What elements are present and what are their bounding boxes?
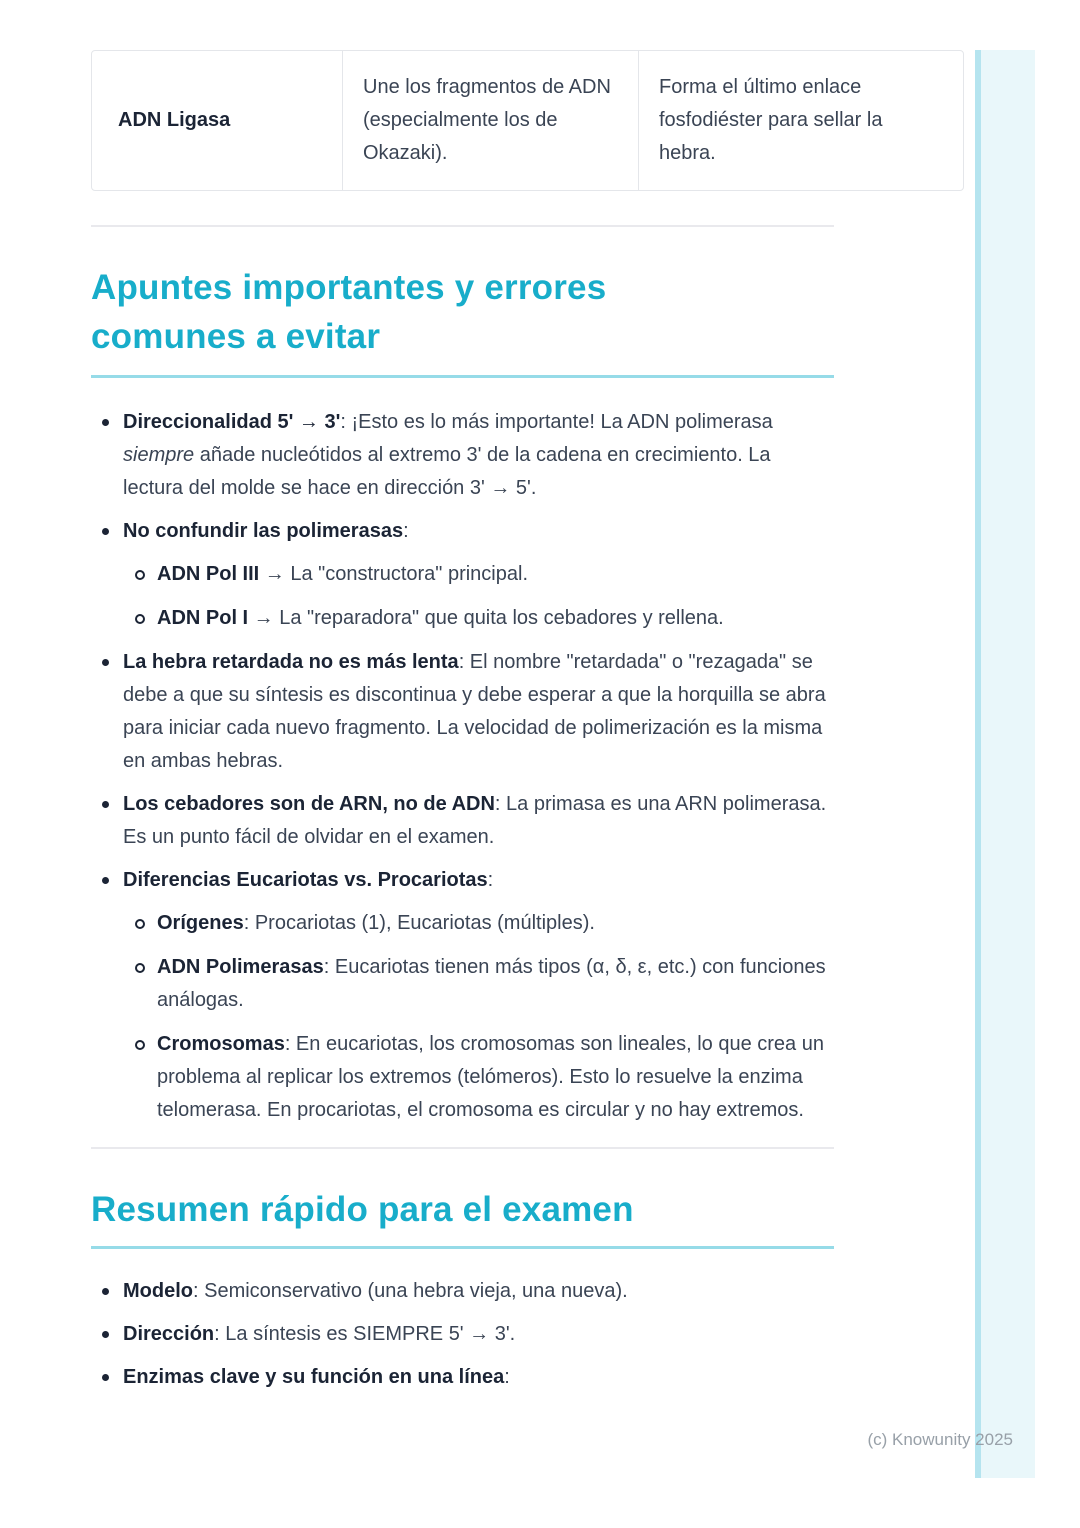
item-text: : Procariotas (1), Eucariotas (múltiples). <box>243 912 595 934</box>
item-text: : En eucariotas, los cromosomas son lineales, lo que crea un problema al replicar los extremos (telómeros). Esto lo resuelve la enzima telomerasa. En procariotas, el cromosoma es circular y no hay extremos. <box>157 1033 824 1121</box>
enzyme-name-cell: ADN Ligasa <box>118 109 231 131</box>
item-text: : Eucariotas tienen más tipos (α, δ, ε, etc.) con funciones análogas. <box>157 956 826 1011</box>
item-text: : <box>504 1366 510 1388</box>
item-text: : La primasa es una ARN polimerasa. Es un punto fácil de olvidar en el examen. <box>123 793 827 848</box>
bullet-item <box>91 864 834 897</box>
section-title-resumen <box>91 1185 834 1234</box>
apuntes-bullet-list <box>91 406 834 1127</box>
item-lead-text: Diferencias Eucariotas vs. Procariotas <box>123 869 488 891</box>
sub-bullet-item <box>91 907 834 940</box>
section-divider <box>91 225 834 227</box>
item-text: → La "constructora" principal. <box>259 563 528 585</box>
item-text: : <box>487 869 494 891</box>
item-lead-text: No confundir las polimerasas <box>123 520 404 542</box>
sub-bullet-item <box>91 558 834 591</box>
page-content <box>91 0 883 1404</box>
item-lead-text: Enzimas clave y su función en una línea <box>123 1366 505 1388</box>
bullet-item <box>91 406 834 505</box>
bullet-item <box>91 1275 834 1308</box>
section-divider <box>91 1147 834 1149</box>
section-title-line2: comunes a evitar <box>91 317 381 356</box>
bullet-item <box>91 1318 834 1351</box>
item-text: : <box>403 520 409 542</box>
item-text: : ¡Esto es lo más importante! La ADN polimerasa <box>340 411 773 433</box>
item-text: → La "reparadora" que quita los cebadores y rellena. <box>248 607 724 629</box>
resumen-bullet-list <box>91 1275 834 1394</box>
item-text: : El nombre "retardada" o "rezagada" se debe a que su síntesis es discontinua y debe esperar a que la horquilla se abra para iniciar cada nuevo fragmento. La velocidad de polimerización es la misma en ambas hebras. <box>123 651 826 772</box>
page-edge-stripe <box>975 50 1035 1478</box>
bullet-item <box>91 515 834 548</box>
item-lead-text: Dirección <box>123 1323 215 1345</box>
item-lead-text: ADN Pol III <box>157 563 260 585</box>
enzyme-function-cell: Une los fragmentos de ADN (especialmente los de Okazaki). <box>342 51 639 190</box>
sub-bullet-item <box>91 951 834 1017</box>
item-lead-text: Orígenes <box>157 912 244 934</box>
enzymes-table <box>91 50 964 191</box>
item-lead-text: Cromosomas <box>157 1033 285 1055</box>
item-lead-text: Direccionalidad 5' → 3' <box>123 411 341 433</box>
item-italic-text: siempre <box>123 444 195 466</box>
item-lead-text: ADN Polimerasas <box>157 956 324 978</box>
item-lead-text: ADN Pol I <box>157 607 249 629</box>
copyright-notice: (c) Knowunity 2025 <box>867 1430 1013 1449</box>
section-title-underline <box>91 375 834 378</box>
section-title-underline <box>91 1246 834 1249</box>
section-title-line1: Resumen rápido para el examen <box>91 1190 634 1229</box>
item-text: : Semiconservativo (una hebra vieja, una nueva). <box>193 1280 628 1302</box>
item-text: : La síntesis es SIEMPRE 5' → 3'. <box>214 1323 516 1345</box>
sub-bullet-item <box>91 602 834 635</box>
item-text: añade nucleótidos al extremo 3' de la cadena en crecimiento. La lectura del molde se hace en dirección 3' → 5'. <box>123 444 771 499</box>
sub-bullet-item <box>91 1028 834 1127</box>
item-lead-text: Los cebadores son de ARN, no de ADN <box>123 793 495 815</box>
item-lead-text: Modelo <box>123 1280 193 1302</box>
bullet-item <box>91 1361 834 1394</box>
table-row <box>92 51 963 190</box>
section-title-apuntes <box>91 263 834 361</box>
bullet-item <box>91 788 834 854</box>
enzyme-detail-cell: Forma el último enlace fosfodiéster para sellar la hebra. <box>659 76 883 164</box>
bullet-item <box>91 646 834 778</box>
item-lead-text: La hebra retardada no es más lenta <box>123 651 459 673</box>
section-title-line1: Apuntes importantes y errores <box>91 268 607 307</box>
